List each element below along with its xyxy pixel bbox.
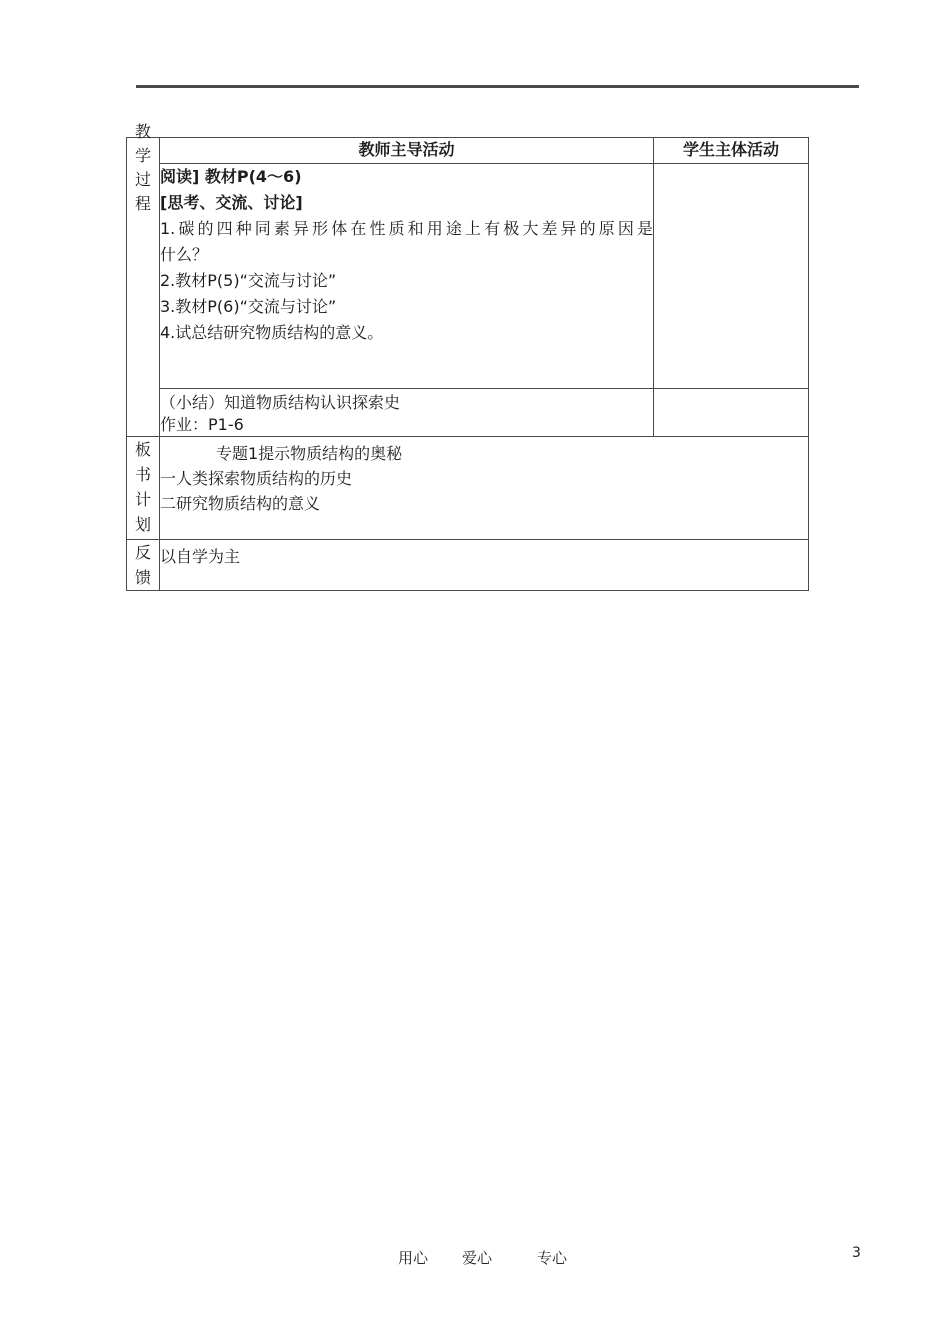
summary-row xyxy=(127,389,809,437)
feedback-row xyxy=(127,540,809,591)
reading-line: 阅读] 教材P(4～6) xyxy=(160,167,302,186)
question-item-1: 1.碳的四种同素异形体在性质和用途上有极大差异的原因是 xyxy=(160,219,653,238)
footer-word-3: 专心 xyxy=(537,1249,568,1267)
footer-word-2: 爱心 xyxy=(462,1249,493,1267)
feedback-text: 以自学为主 xyxy=(160,547,241,566)
board-plan-row xyxy=(127,437,809,540)
summary-student-cell xyxy=(654,389,809,437)
question-item-4: 4.试总结研究物质结构的意义。 xyxy=(160,323,384,342)
feedback-content-cell xyxy=(160,540,809,591)
board-plan-content-cell xyxy=(160,437,809,540)
summary-line: （小结）知道物质结构认识探索史 xyxy=(160,393,401,412)
feedback-label: 反馈 xyxy=(134,543,151,587)
row-label-teaching-process-cell xyxy=(127,122,160,437)
question-item-2: 2.教材P(5)“交流与讨论” xyxy=(160,271,337,290)
header-rule xyxy=(136,85,859,88)
board-plan-line-2: 二研究物质结构的意义 xyxy=(160,494,321,513)
column-header-teacher-activity: 教师主导活动 xyxy=(160,138,654,164)
column-header-student-activity: 学生主体活动 xyxy=(654,138,809,164)
question-item-1-continued: 什么？ xyxy=(160,245,209,264)
teaching-process-content-row xyxy=(127,164,809,389)
board-plan-line-1: 一人类探索物质结构的历史 xyxy=(160,469,353,488)
board-plan-label: 板书计划 xyxy=(134,440,151,534)
page-number: 3 xyxy=(852,1245,861,1261)
question-item-3: 3.教材P(6)“交流与讨论” xyxy=(160,297,337,316)
student-activity-content-cell xyxy=(654,164,809,389)
homework-line: 作业：P1-6 xyxy=(160,415,244,434)
think-discuss-line: [思考、交流、讨论] xyxy=(160,193,303,212)
row-label-board-plan-cell xyxy=(127,437,160,540)
table-header-row xyxy=(127,138,809,164)
teaching-process-label: 教学过程 xyxy=(134,122,151,213)
page-footer xyxy=(398,1247,567,1268)
lesson-plan-table xyxy=(126,122,809,591)
board-plan-title: 专题1提示物质结构的奥秘 xyxy=(216,444,403,463)
teacher-activity-content-cell xyxy=(160,164,654,389)
row-label-feedback-cell xyxy=(127,540,160,591)
summary-cell xyxy=(160,389,654,437)
footer-word-1: 用心 xyxy=(398,1249,429,1267)
